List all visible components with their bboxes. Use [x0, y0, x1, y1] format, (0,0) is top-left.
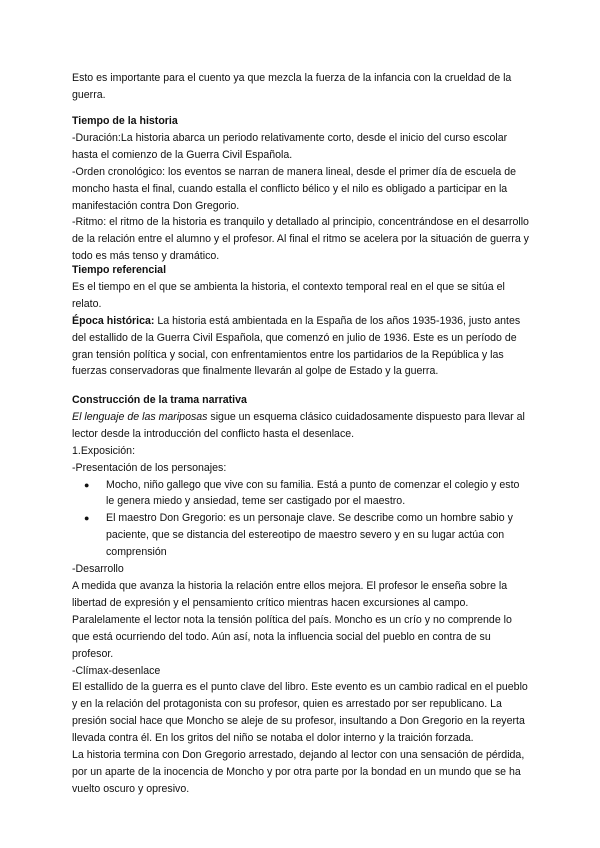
tiempo-historia-section: [72, 113, 530, 265]
intro-paragraph: Esto es importante para el cuento ya que mezcla la fuerza de la infancia con la crueldad de la guerra.: [72, 72, 512, 101]
climax-paragraph: El estallido de la guerra es el punto clave del libro. Este evento es un cambio radical en el pueblo y en la relación del protagonista con su profesor, quien es arrestado por ser republicano. La presión social hace que Moncho se aleje de su profesor, insultando a Don Gregorio en la reyerta llevada contra él. En los gritos del niño se notaba el dolor interno y la traición forzada.: [72, 681, 528, 745]
character-list: [72, 477, 530, 562]
desarrollo-paragraph: A medida que avanza la historia la relación entre ellos mejora. El profesor le enseña sobre la libertad de expresión y el pensamiento crítico mientras hacen excursiones al campo. Paralelamente el lector nota la tensión política del país. Moncho es un crío y no comprende lo que está ocurriendo del todo. Aún así, nota la influencia social del pueblo en contra de su profesor.: [72, 579, 512, 660]
list-item: [72, 477, 530, 511]
construccion-intro-text: sigue un esquema clásico cuidadosamente dispuesto para llevar al lector desde la introducción del conflicto hasta el desenlace.: [72, 410, 525, 440]
epoca-label: Época histórica:: [72, 314, 155, 327]
exposicion-label: 1.Exposición:: [72, 444, 136, 457]
list-item-text: El maestro Don Gregorio: es un personaje clave. Se describe como un hombre sabio y paciente, que se distancia del estereotipo de maestro severo y en su lugar actúa con comprensión: [106, 512, 513, 559]
bullet-icon: ●: [84, 513, 90, 524]
desarrollo-label: -Desarrollo: [72, 563, 124, 576]
bullet-icon: ●: [84, 479, 90, 490]
section-heading-tiempo-referencial: Tiempo referencial: [72, 264, 167, 276]
tiempo-referencial-paragraph: Es el tiempo en el que se ambienta la historia, el contexto temporal real en el que se sitúa el relato.: [72, 280, 505, 310]
epoca-text: La historia está ambientada en la España de los años 1935-1936, justo antes del estallido de la Guerra Civil Española, que comenzó en julio de 1936. Este es un período de gran tensión política y social, con enfrentamientos entre los partidarios de la República y las fuerzas conservadoras que finalmente llevarán al golpe de Estado y la guerra.: [72, 314, 521, 378]
epoca-paragraph: [72, 313, 530, 381]
list-item: [72, 510, 530, 561]
tiempo-referencial-section: [72, 262, 530, 380]
presentacion-label: -Presentación de los personajes:: [72, 461, 227, 474]
climax-label: -Clímax-desenlace: [72, 664, 161, 677]
intro-section: [72, 70, 530, 104]
orden-paragraph: -Orden cronológico: los eventos se narran de manera lineal, desde el primer día de escuela de moncho hasta el final, cuando estalla el conflicto bélico y el nilo es obligado a participar en la manifestación contra Don Gregorio.: [72, 165, 517, 212]
ritmo-paragraph: -Ritmo: el ritmo de la historia es tranquilo y detallado al principio, concentrándose en el desarrollo de la relación entre el alumno y el profesor. Al final el ritmo se acelera por la situación de guerra y todo es más tenso y dramático.: [72, 216, 529, 263]
section-heading-construccion: Construcción de la trama narrativa: [72, 394, 247, 406]
list-item-text: Mocho, niño gallego que vive con su familia. Está a punto de comenzar el colegio y esto le genera miedo y ansiedad, teme ser castigado por el maestro.: [106, 478, 520, 508]
duracion-paragraph: -Duración:La historia abarca un periodo relativamente corto, desde el inicio del curso escolar hasta el comienzo de la Guerra Civil Española.: [72, 131, 508, 161]
construccion-intro-paragraph: [72, 409, 530, 443]
section-heading-tiempo-historia: Tiempo de la historia: [72, 115, 178, 127]
book-title: El lenguaje de las mariposas: [72, 410, 208, 423]
final-paragraph: La historia termina con Don Gregorio arrestado, dejando al lector con una sensación de pérdida, por un aparte de la inocencia de Moncho y por otra parte por la bondad en un mundo que se ha vuelto oscuro y opresivo.: [72, 749, 525, 795]
construccion-section: [72, 392, 530, 798]
